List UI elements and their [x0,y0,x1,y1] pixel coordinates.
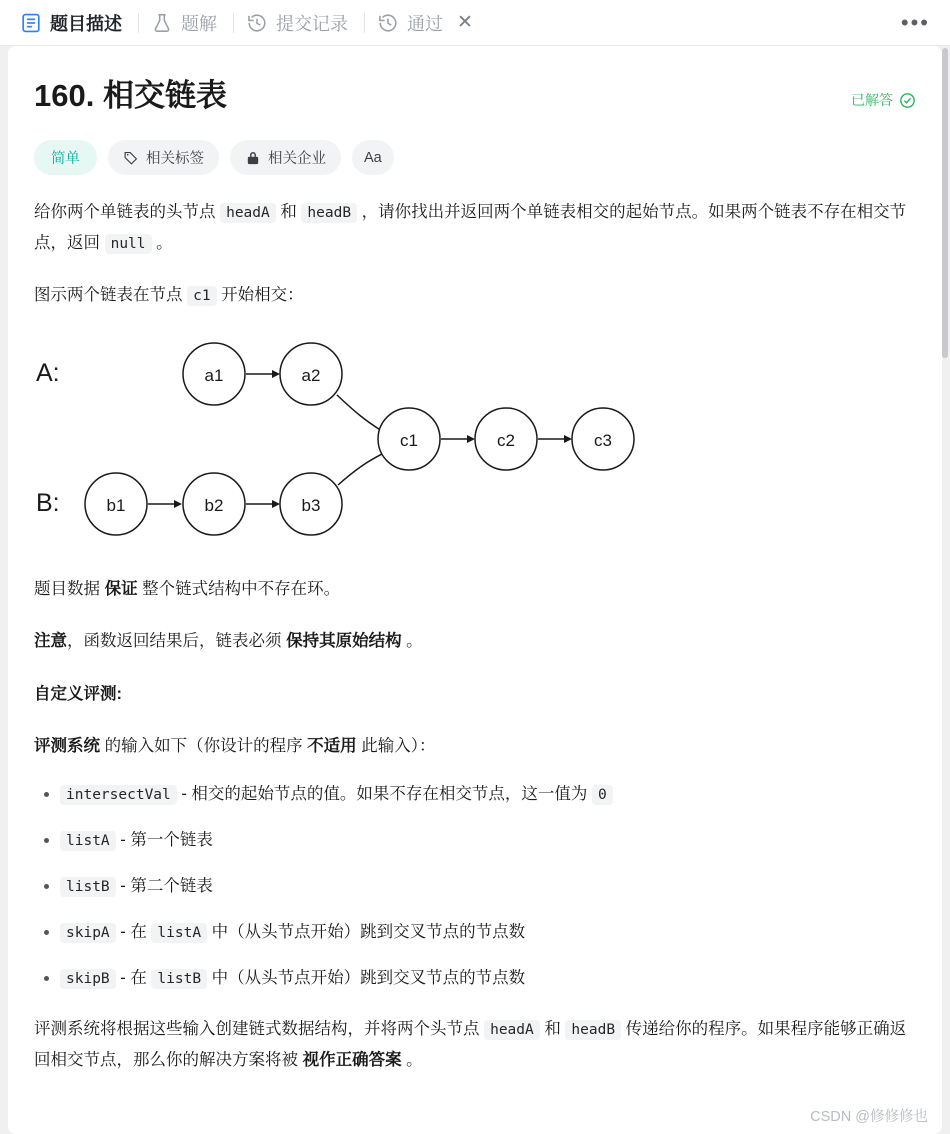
text-fragment: - 第一个链表 [115,830,213,849]
text-emphasis: 评测系统 [34,737,100,756]
related-tags-chip[interactable] [108,140,219,175]
problem-inner [8,46,942,1085]
related-tags-label: 相关标签 [146,151,204,168]
text-fragment: 图示两个链表在节点 [34,286,188,305]
list-item [60,918,916,946]
clock-icon [377,12,399,34]
text-fragment: 给你两个单链表的头节点 [34,203,221,222]
description-paragraph-1 [34,197,916,258]
text-fragment: 和 [275,203,302,222]
tab-label: 题目描述 [50,13,122,34]
text-emphasis: 自定义评测: [34,684,122,703]
list-item [60,872,916,900]
tab-label: 提交记录 [276,13,348,34]
document-icon [20,12,42,34]
text-fragment: 整个链式结构中不存在环。 [137,579,341,598]
title-row [34,76,916,116]
close-icon[interactable]: ✕ [457,12,473,33]
text-fragment: 和 [539,1020,566,1039]
code-headA: headA [220,203,276,223]
text-fragment: 。 [401,1050,423,1069]
vertical-scrollbar[interactable] [942,48,948,1132]
description-paragraph-2 [34,280,916,311]
text-emphasis: 不适用 [307,737,357,756]
text-fragment: 中（从头节点开始）跳到交叉节点的节点数 [207,923,526,942]
text-emphasis: 视作正确答案 [302,1050,402,1069]
status-badge [851,76,916,110]
tab-divider [138,13,139,33]
more-options-button[interactable]: ••• [900,9,930,35]
text-fragment: - 在 [115,923,152,942]
diagram-label-a: A: [36,358,60,387]
description-paragraph-4 [34,626,916,657]
svg-text:c1: c1 [400,430,418,450]
description-paragraph-7 [34,1014,916,1075]
text-fragment: ，函数返回结果后，链表必须 [67,632,287,651]
tab-bar [0,0,950,46]
text-fragment: 。 [151,233,173,252]
svg-text:c3: c3 [594,430,612,450]
code-null: null [105,234,152,254]
code-listA-ref: listA [151,923,207,943]
list-item [60,780,916,808]
svg-text:b1: b1 [106,495,126,515]
status-label: 已解答 [851,92,893,108]
tab-submissions[interactable] [240,6,358,40]
difficulty-label: 简单 [51,151,80,168]
text-fragment: 中（从头节点开始）跳到交叉节点的节点数 [207,969,526,988]
svg-text:c2: c2 [497,430,515,450]
problem-content-panel [8,46,942,1134]
lock-icon [245,150,261,166]
code-headB: headB [301,203,357,223]
tab-solutions[interactable] [145,6,227,40]
tab-divider [233,13,234,33]
text-emphasis: 保持其原始结构 [286,632,402,651]
tab-divider [364,13,365,33]
text-fragment: 。 [401,632,423,651]
code-listA: listA [60,831,116,851]
code-skipB: skipB [60,969,116,989]
text-fragment: 此输入）： [356,737,436,756]
code-headA-2: headA [484,1020,540,1040]
text-fragment: - 在 [115,969,152,988]
input-spec-list [34,780,916,992]
text-fragment: ，请你找出并返回两个单链表相交的起始节点。如果两个链表不存在相交节点，返回 [34,203,907,252]
meta-chips [34,140,916,175]
check-circle-icon [899,92,916,109]
svg-text:a2: a2 [301,365,321,385]
description-paragraph-6 [34,731,916,762]
text-fragment: 开始相交： [216,286,304,305]
custom-judge-heading [34,679,916,710]
related-companies-label: 相关企业 [268,151,326,168]
history-icon [246,12,268,34]
diagram-label-b: B: [36,488,60,517]
code-c1: c1 [187,286,216,306]
code-intersectVal: intersectVal [60,785,177,805]
tab-label: 题解 [181,13,217,34]
tab-accepted[interactable] [371,6,483,40]
svg-text:b2: b2 [204,495,224,515]
code-listB-ref: listB [151,969,207,989]
font-size-label: Aa [364,149,382,166]
text-fragment: 题目数据 [34,579,105,598]
text-fragment: 传递给你的程序。如果程序能够正确返回相交节点，那么你的解决方案将被 [34,1020,907,1069]
text-emphasis: 保证 [104,579,138,598]
code-skipA: skipA [60,923,116,943]
description-paragraph-3 [34,574,916,605]
code-headB-2: headB [565,1020,621,1040]
tab-label: 通过 [407,13,443,34]
tag-icon [123,150,139,166]
watermark: CSDN @修修修也 [810,1109,928,1125]
svg-text:a1: a1 [204,365,224,385]
code-zero: 0 [592,785,613,805]
text-fragment: - 相交的起始节点的值。如果不存在相交节点，这一值为 [176,784,593,803]
list-item [60,826,916,854]
difficulty-chip[interactable] [34,140,97,175]
text-fragment: 评测系统将根据这些输入创建链式数据结构，并将两个头节点 [34,1020,485,1039]
text-fragment: 的输入如下（你设计的程序 [100,737,308,756]
text-fragment: - 第二个链表 [115,877,213,895]
code-listB: listB [60,877,116,897]
tab-description[interactable] [14,6,132,40]
linked-list-diagram [34,329,916,554]
font-size-chip[interactable] [352,140,394,175]
flask-icon [151,12,173,34]
related-companies-chip[interactable] [230,140,341,175]
page-title: 160. 相交链表 [34,78,227,113]
svg-text:b3: b3 [301,495,321,515]
text-emphasis: 注意 [34,632,67,651]
scrollbar-thumb[interactable] [942,48,948,358]
list-item [60,964,916,992]
